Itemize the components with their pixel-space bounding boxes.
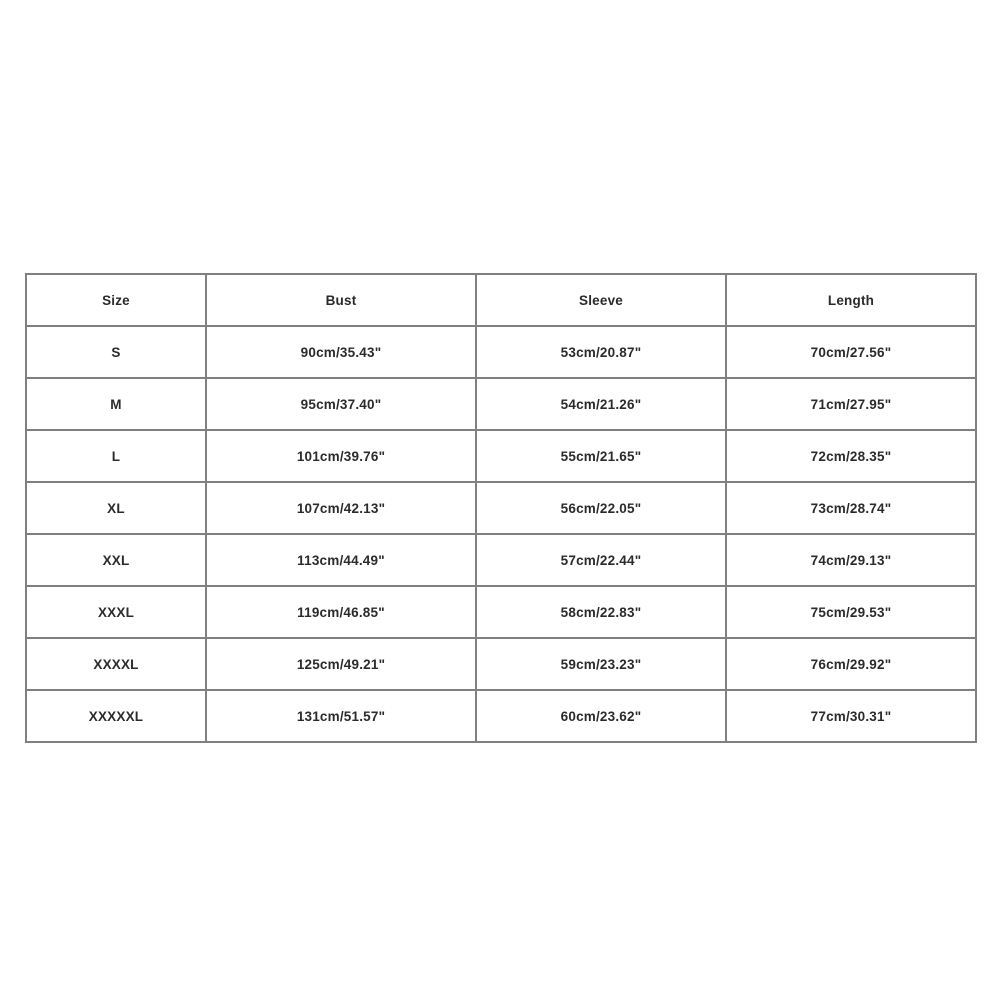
column-header-bust: Bust — [206, 274, 476, 326]
cell-bust: 90cm/35.43" — [206, 326, 476, 378]
table-row — [26, 586, 976, 638]
cell-size: XXXL — [26, 586, 206, 638]
size-chart-container — [25, 273, 975, 723]
cell-size: XXXXL — [26, 638, 206, 690]
cell-sleeve: 53cm/20.87" — [476, 326, 726, 378]
table-body — [26, 326, 976, 742]
cell-size: L — [26, 430, 206, 482]
table-header-row — [26, 274, 976, 326]
cell-bust: 95cm/37.40" — [206, 378, 476, 430]
table-row — [26, 378, 976, 430]
cell-sleeve: 55cm/21.65" — [476, 430, 726, 482]
cell-size: XXXXXL — [26, 690, 206, 742]
cell-size: M — [26, 378, 206, 430]
cell-bust: 107cm/42.13" — [206, 482, 476, 534]
cell-sleeve: 54cm/21.26" — [476, 378, 726, 430]
table-header — [26, 274, 976, 326]
cell-sleeve: 56cm/22.05" — [476, 482, 726, 534]
cell-length: 70cm/27.56" — [726, 326, 976, 378]
cell-size: XXL — [26, 534, 206, 586]
column-header-length: Length — [726, 274, 976, 326]
cell-size: XL — [26, 482, 206, 534]
cell-length: 72cm/28.35" — [726, 430, 976, 482]
cell-sleeve: 57cm/22.44" — [476, 534, 726, 586]
cell-bust: 119cm/46.85" — [206, 586, 476, 638]
cell-sleeve: 59cm/23.23" — [476, 638, 726, 690]
cell-size: S — [26, 326, 206, 378]
table-row — [26, 430, 976, 482]
cell-length: 75cm/29.53" — [726, 586, 976, 638]
cell-length: 77cm/30.31" — [726, 690, 976, 742]
table-row — [26, 534, 976, 586]
cell-length: 73cm/28.74" — [726, 482, 976, 534]
column-header-size: Size — [26, 274, 206, 326]
table-row — [26, 690, 976, 742]
cell-sleeve: 60cm/23.62" — [476, 690, 726, 742]
cell-bust: 131cm/51.57" — [206, 690, 476, 742]
cell-sleeve: 58cm/22.83" — [476, 586, 726, 638]
cell-bust: 101cm/39.76" — [206, 430, 476, 482]
column-header-sleeve: Sleeve — [476, 274, 726, 326]
table-row — [26, 638, 976, 690]
table-row — [26, 482, 976, 534]
cell-bust: 113cm/44.49" — [206, 534, 476, 586]
cell-length: 71cm/27.95" — [726, 378, 976, 430]
cell-length: 74cm/29.13" — [726, 534, 976, 586]
table-row — [26, 326, 976, 378]
size-chart-table — [25, 273, 977, 743]
cell-length: 76cm/29.92" — [726, 638, 976, 690]
cell-bust: 125cm/49.21" — [206, 638, 476, 690]
